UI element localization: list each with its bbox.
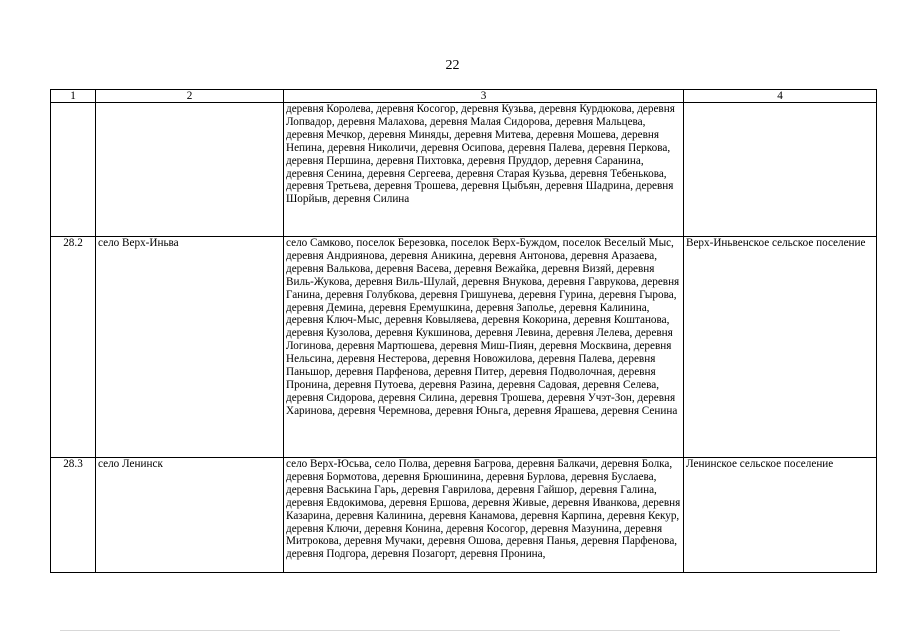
header-col-4: 4 (684, 90, 877, 103)
center-name (96, 103, 284, 237)
row-number: 28.3 (51, 458, 96, 573)
village-list: село Самково, поселок Березовка, поселок Верх-Буждом, поселок Веселый Мыс, деревня Андриянова, деревня Аникина, деревня Антонова, деревня Аразаева, деревня Валькова, деревня Васева, деревня Вежайка, деревня Визяй, деревня Виль-Жукова, деревня Виль-Шулай, деревня Внукова, деревня Гаврукова, деревня Ганина, деревня Голубкова, деревня Гришунева, деревня Гурина, деревня Гырова, деревня Демина, деревня Еремушкина, деревня Заполье, деревня Калинина, деревня Ключ-Мыс, деревня Ковыляева, деревня Кокорина, деревня Коштанова, деревня Кузолова, деревня Кукшинова, деревня Левина, деревня Лелева, деревня Логинова, деревня Мартюшева, деревня Миш-Пиян, деревня Москвина, деревня Нельсина, деревня Нестерова, деревня Новожилова, деревня Палева, деревня Паньшор, деревня Парфенова, деревня Питер, деревня Подволочная, деревня Пронина, деревня Путоева, деревня Разина, деревня Садовая, деревня Селева, деревня Сидорова, деревня Силина, деревня Трошева, деревня Учэт-Зон, деревня Харинова, деревня Черемнова, деревня Юньга, деревня Ярашева, деревня Сенина (284, 237, 684, 458)
village-list: село Верх-Юсьва, село Полва, деревня Багрова, деревня Балкачи, деревня Болка, деревня Бормотова, деревня Брюшинина, деревня Бурлова, деревня Буслаева, деревня Васькина Гарь, деревня Гаврилова, деревня Гайшор, деревня Галина, деревня Евдокимова, деревня Ершова, деревня Живые, деревня Иванкова, деревня Казарина, деревня Калинина, деревня Канамова, деревня Карпина, деревня Кекур, деревня Ключи, деревня Конина, деревня Косогор, деревня Мазунина, деревня Митрокова, деревня Мучаки, деревня Ошова, деревня Панья, деревня Парфенова, деревня Подгора, деревня Позагорт, деревня Пронина, (284, 458, 684, 573)
settlements-table (50, 89, 877, 573)
table-header-row (51, 90, 877, 103)
table-row (51, 237, 877, 458)
village-list: деревня Королева, деревня Косогор, деревня Кузьва, деревня Курдюкова, деревня Лопвадор, деревня Малахова, деревня Малая Сидорова, деревня Мальцева, деревня Мечкор, деревня Миняды, деревня Митева, деревня Мошева, деревня Непина, деревня Николичи, деревня Осипова, деревня Палева, деревня Перкова, деревня Першина, деревня Пихтовка, деревня Пруддор, деревня Саранина, деревня Сенина, деревня Сергеева, деревня Старая Кузьва, деревня Тебенькова, деревня Третьева, деревня Трошева, деревня Цыбъян, деревня Шадрина, деревня Шорйыв, деревня Силина (284, 103, 684, 237)
row-number: 28.2 (51, 237, 96, 458)
settlement-name: Верх-Иньвенское сельское поселение (684, 237, 877, 458)
center-name: село Верх-Иньва (96, 237, 284, 458)
settlement-name: Ленинское сельское поселение (684, 458, 877, 573)
scan-artifact-line (60, 630, 840, 631)
table-row (51, 458, 877, 573)
settlement-name (684, 103, 877, 237)
header-col-1: 1 (51, 90, 96, 103)
header-col-3: 3 (284, 90, 684, 103)
row-number (51, 103, 96, 237)
header-col-2: 2 (96, 90, 284, 103)
center-name: село Ленинск (96, 458, 284, 573)
table-row (51, 103, 877, 237)
page-number: 22 (445, 58, 460, 73)
